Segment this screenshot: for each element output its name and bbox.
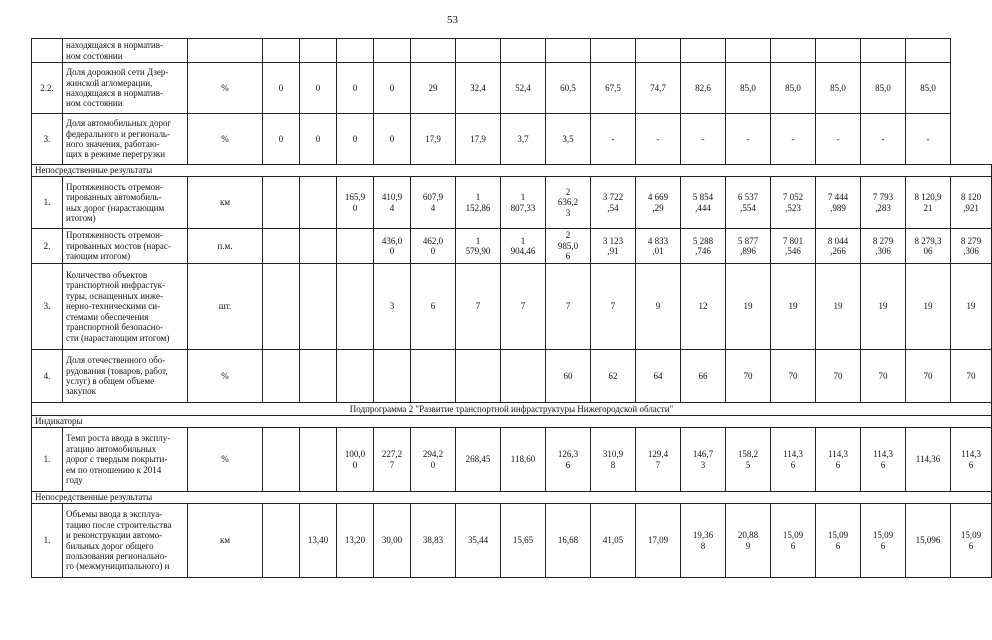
- value-cell: 0: [300, 63, 337, 114]
- value-cell: [374, 350, 411, 403]
- value-cell: 114,3 6: [951, 428, 992, 492]
- value-cell: 19: [771, 264, 816, 350]
- value-cell: 12: [681, 264, 726, 350]
- value-cell: 0: [337, 63, 374, 114]
- value-cell: [771, 39, 816, 63]
- value-cell: 32,4: [456, 63, 501, 114]
- unit-cell: %: [188, 114, 263, 165]
- subprogram-title: Подпрограмма 2 "Развитие транспортной инфраструктуры Нижегородской области": [32, 403, 992, 416]
- value-cell: 15,096: [906, 504, 951, 578]
- value-cell: 85,0: [906, 63, 951, 114]
- value-cell: -: [681, 114, 726, 165]
- table-row: [32, 504, 992, 578]
- value-cell: 0: [263, 114, 300, 165]
- value-cell: 20,88 9: [726, 504, 771, 578]
- value-cell: [906, 39, 951, 63]
- value-cell: [501, 39, 546, 63]
- subprogram-row: [32, 403, 992, 416]
- value-cell: 114,3 6: [771, 428, 816, 492]
- value-cell: 15,09 6: [951, 504, 992, 578]
- indicator-name-cell: Количество объектов транспортной инфрастук- туры, оснащенных инже- нерно-техническими си- стемами обеспечения транспортной безопасно- сти (нарастающим итогом): [63, 264, 188, 350]
- value-cell: 410,9 4: [374, 177, 411, 229]
- value-cell: 62: [591, 350, 636, 403]
- value-cell: 17,9: [456, 114, 501, 165]
- value-cell: [591, 39, 636, 63]
- indicator-name-cell: Объемы ввода в эксплуа- тацию после строительства и реконструкции автомо- бильных дорог общего пользования регионально- го (межмуниципального) и: [63, 504, 188, 578]
- table-row: [32, 264, 992, 350]
- value-cell: [456, 39, 501, 63]
- value-cell: -: [816, 114, 861, 165]
- value-cell: [300, 177, 337, 229]
- value-cell: 9: [636, 264, 681, 350]
- value-cell: 13,40: [300, 504, 337, 578]
- unit-cell: п.м.: [188, 229, 263, 264]
- value-cell: 7 052 ,523: [771, 177, 816, 229]
- value-cell: 19: [726, 264, 771, 350]
- table-row: [32, 350, 992, 403]
- row-number-cell: 3.: [32, 114, 63, 165]
- value-cell: 100,0 0: [337, 428, 374, 492]
- value-cell: -: [591, 114, 636, 165]
- table-row: [32, 39, 992, 63]
- value-cell: [300, 428, 337, 492]
- value-cell: 5 288 ,746: [681, 229, 726, 264]
- section-row: [32, 492, 992, 504]
- value-cell: [300, 264, 337, 350]
- value-cell: 294,2 0: [411, 428, 456, 492]
- row-number-cell: 2.2.: [32, 63, 63, 114]
- table-row: [32, 428, 992, 492]
- value-cell: -: [906, 114, 951, 165]
- value-cell: 29: [411, 63, 456, 114]
- value-cell: 7: [591, 264, 636, 350]
- value-cell: 8 120 ,921: [951, 177, 992, 229]
- value-cell: 8 279 ,306: [861, 229, 906, 264]
- value-cell: 1 152,86: [456, 177, 501, 229]
- value-cell: -: [771, 114, 816, 165]
- value-cell: 3 123 ,91: [591, 229, 636, 264]
- value-cell: 114,3 6: [816, 428, 861, 492]
- value-cell: -: [861, 114, 906, 165]
- row-number-cell: 1.: [32, 177, 63, 229]
- value-cell: [816, 39, 861, 63]
- value-cell: 19,36 8: [681, 504, 726, 578]
- value-cell: 70: [861, 350, 906, 403]
- value-cell: 70: [951, 350, 992, 403]
- value-cell: 7: [546, 264, 591, 350]
- unit-cell: %: [188, 428, 263, 492]
- value-cell: 1 807,33: [501, 177, 546, 229]
- value-cell: 30,00: [374, 504, 411, 578]
- value-cell: [300, 39, 337, 63]
- indicators-table: [31, 38, 992, 578]
- value-cell: [337, 229, 374, 264]
- value-cell: 52,4: [501, 63, 546, 114]
- row-number-cell: 4.: [32, 350, 63, 403]
- value-cell: 85,0: [726, 63, 771, 114]
- value-cell: 70: [906, 350, 951, 403]
- value-cell: 8 279,3 06: [906, 229, 951, 264]
- value-cell: [456, 350, 501, 403]
- section-row: [32, 165, 992, 177]
- value-cell: [501, 350, 546, 403]
- table-row: [32, 177, 992, 229]
- value-cell: 3 722 ,54: [591, 177, 636, 229]
- value-cell: 5 877 ,896: [726, 229, 771, 264]
- value-cell: 19: [906, 264, 951, 350]
- value-cell: [263, 428, 300, 492]
- unit-cell: км: [188, 177, 263, 229]
- value-cell: [337, 264, 374, 350]
- value-cell: 310,9 8: [591, 428, 636, 492]
- value-cell: 8 044 ,266: [816, 229, 861, 264]
- value-cell: 7: [456, 264, 501, 350]
- value-cell: 3,5: [546, 114, 591, 165]
- value-cell: 15,09 6: [816, 504, 861, 578]
- value-cell: 146,7 3: [681, 428, 726, 492]
- value-cell: [681, 39, 726, 63]
- value-cell: [726, 39, 771, 63]
- unit-cell: км: [188, 504, 263, 578]
- value-cell: [411, 39, 456, 63]
- value-cell: 0: [374, 63, 411, 114]
- value-cell: 60,5: [546, 63, 591, 114]
- table-row: [32, 229, 992, 264]
- value-cell: [263, 177, 300, 229]
- value-cell: 2 636,2 3: [546, 177, 591, 229]
- value-cell: 4 669 ,29: [636, 177, 681, 229]
- value-cell: 85,0: [861, 63, 906, 114]
- value-cell: 118,60: [501, 428, 546, 492]
- value-cell: 70: [771, 350, 816, 403]
- value-cell: 6: [411, 264, 456, 350]
- indicator-name-cell: Темп роста ввода в эксплу- атацию автомобильных дорог с твердым покрыти- ем по отношению к 2014 году: [63, 428, 188, 492]
- value-cell: [374, 39, 411, 63]
- value-cell: 165,9 0: [337, 177, 374, 229]
- value-cell: 0: [263, 63, 300, 114]
- value-cell: 15,65: [501, 504, 546, 578]
- row-number-cell: 1.: [32, 428, 63, 492]
- value-cell: 35,44: [456, 504, 501, 578]
- section-row: [32, 416, 992, 428]
- value-cell: [861, 39, 906, 63]
- indicator-name-cell: Доля дорожной сети Дзер- жинской агломерации, находящаяся в норматив- ном состоянии: [63, 63, 188, 114]
- value-cell: 2 985,0 6: [546, 229, 591, 264]
- value-cell: 13,20: [337, 504, 374, 578]
- indicator-name-cell: Протяженность отремон- тированных автомобиль- ных дорог (нарастающим итогом): [63, 177, 188, 229]
- value-cell: 15,09 6: [771, 504, 816, 578]
- value-cell: 41,05: [591, 504, 636, 578]
- value-cell: 1 904,46: [501, 229, 546, 264]
- value-cell: [263, 350, 300, 403]
- value-cell: 60: [546, 350, 591, 403]
- value-cell: 0: [337, 114, 374, 165]
- value-cell: 126,3 6: [546, 428, 591, 492]
- unit-cell: [188, 39, 263, 63]
- value-cell: 268,45: [456, 428, 501, 492]
- row-number-cell: 1.: [32, 504, 63, 578]
- value-cell: 74,7: [636, 63, 681, 114]
- indicator-name-cell: Доля автомобильных дорог федерального и региональ- ного значения, работаю- щих в режиме перегрузки: [63, 114, 188, 165]
- value-cell: 19: [816, 264, 861, 350]
- section-title: Непосредственные результаты: [32, 165, 992, 177]
- value-cell: 4 833 ,01: [636, 229, 681, 264]
- value-cell: 66: [681, 350, 726, 403]
- value-cell: 8 120,9 21: [906, 177, 951, 229]
- value-cell: 70: [726, 350, 771, 403]
- value-cell: 0: [374, 114, 411, 165]
- value-cell: 67,5: [591, 63, 636, 114]
- value-cell: 3: [374, 264, 411, 350]
- page-number: 53: [447, 14, 458, 26]
- row-number-cell: 3.: [32, 264, 63, 350]
- value-cell: 82,6: [681, 63, 726, 114]
- value-cell: 19: [951, 264, 992, 350]
- value-cell: 64: [636, 350, 681, 403]
- section-title: Непосредственные результаты: [32, 492, 992, 504]
- indicator-name-cell: находящаяся в норматив- ном состоянии: [63, 39, 188, 63]
- value-cell: 85,0: [771, 63, 816, 114]
- indicator-name-cell: Доля отечественного обо- рудования (товаров, работ, услуг) в общем объеме закупок: [63, 350, 188, 403]
- value-cell: [337, 350, 374, 403]
- value-cell: -: [636, 114, 681, 165]
- value-cell: [337, 39, 374, 63]
- value-cell: 17,9: [411, 114, 456, 165]
- value-cell: 7: [501, 264, 546, 350]
- value-cell: [263, 229, 300, 264]
- value-cell: 7 444 ,989: [816, 177, 861, 229]
- value-cell: 8 279 ,306: [951, 229, 992, 264]
- value-cell: 15,09 6: [861, 504, 906, 578]
- value-cell: 3,7: [501, 114, 546, 165]
- value-cell: 0: [300, 114, 337, 165]
- indicator-name-cell: Протяженность отремон- тированных мостов (нарас- тающим итогом): [63, 229, 188, 264]
- value-cell: 7 801 ,546: [771, 229, 816, 264]
- value-cell: [300, 350, 337, 403]
- section-title: Индикаторы: [32, 416, 992, 428]
- value-cell: [411, 350, 456, 403]
- value-cell: 6 537 ,554: [726, 177, 771, 229]
- value-cell: [300, 229, 337, 264]
- value-cell: -: [726, 114, 771, 165]
- value-cell: [263, 39, 300, 63]
- value-cell: 158,2 5: [726, 428, 771, 492]
- unit-cell: %: [188, 350, 263, 403]
- unit-cell: шт.: [188, 264, 263, 350]
- table-row: [32, 114, 992, 165]
- row-number-cell: 2.: [32, 229, 63, 264]
- row-number-cell: [32, 39, 63, 63]
- table-row: [32, 63, 992, 114]
- value-cell: 227,2 7: [374, 428, 411, 492]
- value-cell: [263, 264, 300, 350]
- value-cell: [636, 39, 681, 63]
- value-cell: 70: [816, 350, 861, 403]
- value-cell: 462,0 0: [411, 229, 456, 264]
- value-cell: 7 793 ,283: [861, 177, 906, 229]
- value-cell: [546, 39, 591, 63]
- value-cell: 17,09: [636, 504, 681, 578]
- value-cell: 19: [861, 264, 906, 350]
- value-cell: 436,0 0: [374, 229, 411, 264]
- value-cell: 38,83: [411, 504, 456, 578]
- value-cell: 607,9 4: [411, 177, 456, 229]
- value-cell: 85,0: [816, 63, 861, 114]
- value-cell: [263, 504, 300, 578]
- unit-cell: %: [188, 63, 263, 114]
- value-cell: 129,4 7: [636, 428, 681, 492]
- value-cell: 114,3 6: [861, 428, 906, 492]
- value-cell: 114,36: [906, 428, 951, 492]
- value-cell: 5 854 ,444: [681, 177, 726, 229]
- value-cell: 16,68: [546, 504, 591, 578]
- value-cell: 1 579,90: [456, 229, 501, 264]
